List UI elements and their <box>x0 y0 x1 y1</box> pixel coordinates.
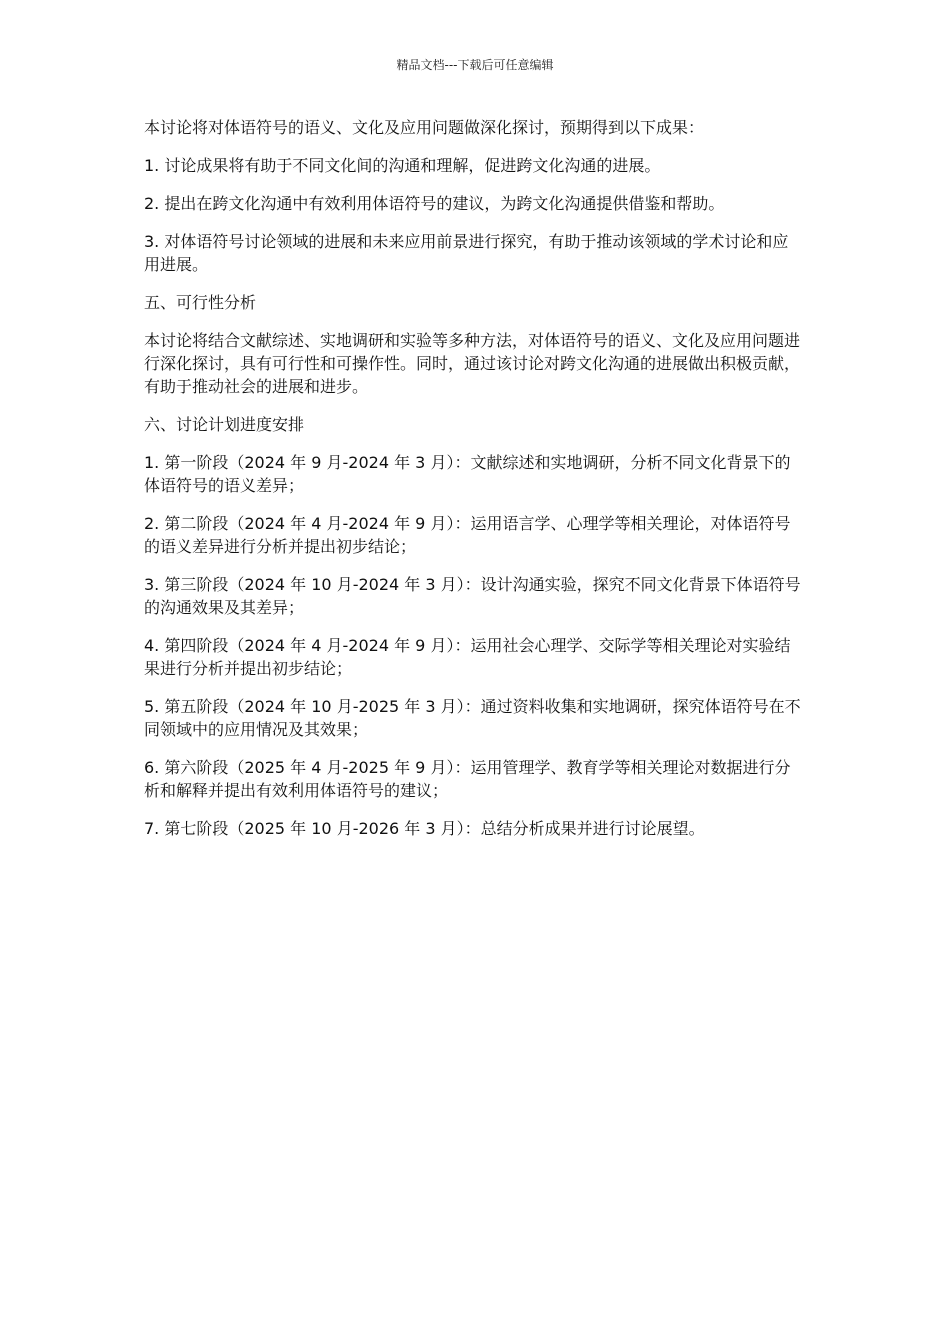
header-note: 精品文档---下载后可任意编辑 <box>396 58 554 72</box>
section-heading-feasibility: 五、可行性分析 <box>144 293 257 312</box>
outcome-item-3: 3. 对体语符号讨论领域的进展和未来应用前景进行探究，有助于推动该领域的学术讨论和应用进展。 <box>144 232 789 274</box>
schedule-item-3: 3. 第三阶段（2024 年 10 月-2024 年 3 月）：设计沟通实验，探究不同文化背景下体语符号的沟通效果及其差异； <box>144 575 801 617</box>
document-body <box>144 116 804 855</box>
schedule-item-4: 4. 第四阶段（2024 年 4 月-2024 年 9 月）：运用社会心理学、交际学等相关理论对实验结果进行分析并提出初步结论； <box>144 636 791 678</box>
intro-paragraph: 本讨论将对体语符号的语义、文化及应用问题做深化探讨，预期得到以下成果： <box>144 118 705 137</box>
schedule-item-6: 6. 第六阶段（2025 年 4 月-2025 年 9 月）：运用管理学、教育学等相关理论对数据进行分析和解释并提出有效利用体语符号的建议； <box>144 758 791 800</box>
outcome-item-1: 1. 讨论成果将有助于不同文化间的沟通和理解，促进跨文化沟通的进展。 <box>144 156 661 175</box>
schedule-item-2: 2. 第二阶段（2024 年 4 月-2024 年 9 月）：运用语言学、心理学等相关理论，对体语符号的语义差异进行分析并提出初步结论； <box>144 514 791 556</box>
feasibility-paragraph: 本讨论将结合文献综述、实地调研和实验等多种方法，对体语符号的语义、文化及应用问题进行深化探讨，具有可行性和可操作性。同时，通过该讨论对跨文化沟通的进展做出积极贡献，有助于推动社会的进展和进步。 <box>144 331 801 396</box>
section-heading-schedule: 六、讨论计划进度安排 <box>144 415 305 434</box>
schedule-item-1: 1. 第一阶段（2024 年 9 月-2024 年 3 月）：文献综述和实地调研，分析不同文化背景下的体语符号的语义差异； <box>144 453 791 495</box>
outcome-item-2: 2. 提出在跨文化沟通中有效利用体语符号的建议，为跨文化沟通提供借鉴和帮助。 <box>144 194 725 213</box>
schedule-item-5: 5. 第五阶段（2024 年 10 月-2025 年 3 月）：通过资料收集和实地调研，探究体语符号在不同领域中的应用情况及其效果； <box>144 697 801 739</box>
schedule-item-7: 7. 第七阶段（2025 年 10 月-2026 年 3 月）：总结分析成果并进行讨论展望。 <box>144 819 705 838</box>
